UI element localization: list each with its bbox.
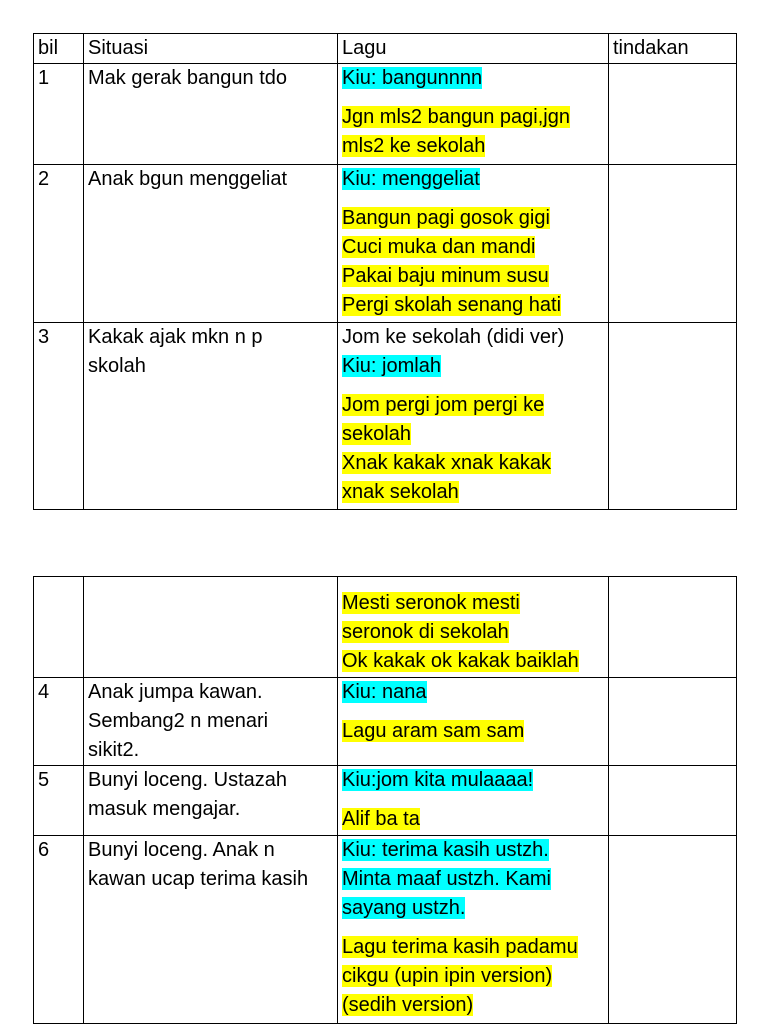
lyric-line: sekolah [342,423,411,445]
row-tindakan [609,678,737,766]
row-tindakan [609,323,737,510]
row-bil [34,577,84,678]
header-tindakan: tindakan [609,34,737,64]
scene-table-1 [33,33,737,510]
row-bil: 6 [34,836,84,1024]
row-situasi: Mak gerak bangun tdo [84,64,338,165]
row-lagu [338,64,609,165]
kiu-line: Kiu: jomlah [342,355,441,377]
table-row [34,165,737,323]
header-situasi: Situasi [84,34,338,64]
lyric-line: Ok kakak ok kakak baiklah [342,650,579,672]
lyric-line: mls2 ke sekolah [342,135,486,157]
row-tindakan [609,766,737,836]
table-row [34,64,737,165]
table-row [34,836,737,1024]
table-row [34,323,737,510]
row-situasi: Anak jumpa kawan. Sembang2 n menari sikit2. [84,678,338,766]
row-tindakan [609,836,737,1024]
song-title: Jom ke sekolah (didi ver) [342,326,565,348]
row-tindakan [609,64,737,165]
header-bil: bil [34,34,84,64]
row-situasi: Anak bgun menggeliat [84,165,338,323]
lyric-line: xnak sekolah [342,481,459,503]
lyric-line: Mesti seronok mesti [342,592,520,614]
row-situasi: Bunyi loceng. Anak n kawan ucap terima kasih [84,836,338,1024]
row-situasi: Bunyi loceng. Ustazah masuk mengajar. [84,766,338,836]
table-row [34,678,737,766]
row-lagu [338,577,609,678]
header-row [34,34,737,64]
continuation-row [34,577,737,678]
kiu-line: Kiu: bangunnnn [342,67,483,89]
row-lagu [338,766,609,836]
row-situasi [84,577,338,678]
scene-table-2 [33,576,737,1024]
lyric-line: Lagu terima kasih padamu [342,936,578,958]
lyric-line: Cuci muka dan mandi [342,236,536,258]
row-lagu [338,165,609,323]
row-bil: 4 [34,678,84,766]
row-situasi: Kakak ajak mkn n p skolah [84,323,338,510]
row-bil: 5 [34,766,84,836]
kiu-line: Kiu:jom kita mulaaaa! [342,769,534,791]
table-row [34,766,737,836]
row-tindakan [609,577,737,678]
lyric-line: (sedih version) [342,994,474,1016]
lyric-line: Pergi skolah senang hati [342,294,562,316]
row-tindakan [609,165,737,323]
row-bil: 2 [34,165,84,323]
row-lagu [338,836,609,1024]
row-lagu [338,323,609,510]
lyric-line: seronok di sekolah [342,621,509,643]
lyric-line: Pakai baju minum susu [342,265,549,287]
lyric-line: Alif ba ta [342,808,420,830]
lyric-line: Xnak kakak xnak kakak [342,452,551,474]
lyric-line: Bangun pagi gosok gigi [342,207,550,229]
kiu-line: Kiu: menggeliat [342,168,480,190]
row-bil: 3 [34,323,84,510]
kiu-line: Kiu: terima kasih ustzh. [342,839,549,861]
row-lagu [338,678,609,766]
lyric-line: cikgu (upin ipin version) [342,965,553,987]
kiu-line: sayang ustzh. [342,897,466,919]
lyric-line: Jgn mls2 bangun pagi,jgn [342,106,570,128]
kiu-line: Minta maaf ustzh. Kami [342,868,551,890]
row-bil: 1 [34,64,84,165]
header-lagu: Lagu [338,34,609,64]
kiu-line: Kiu: nana [342,681,427,703]
lyric-line: Lagu aram sam sam [342,720,525,742]
lyric-line: Jom pergi jom pergi ke [342,394,545,416]
